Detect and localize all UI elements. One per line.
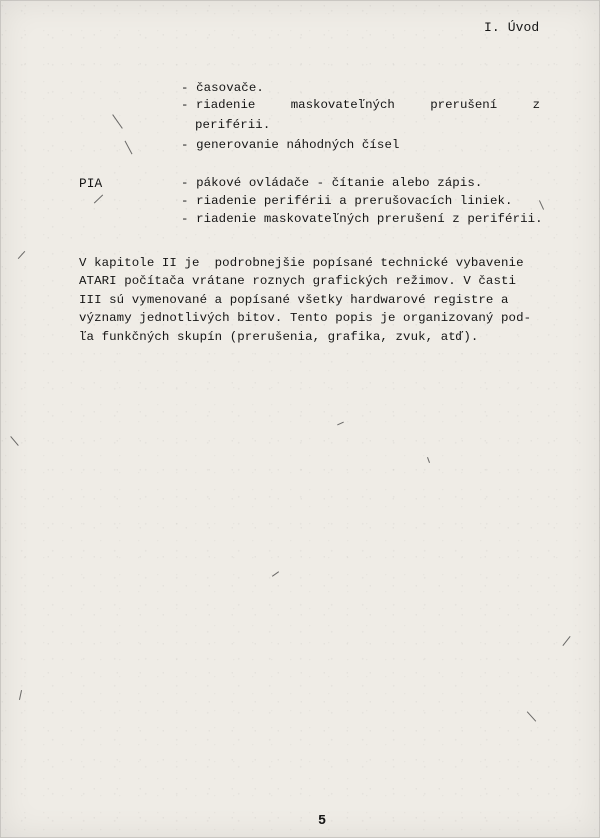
list-item: - pákové ovládače - čítanie alebo zápis.: [181, 176, 483, 190]
justified-list-item: [181, 99, 540, 115]
scan-speck: [527, 711, 536, 721]
scan-speck: [10, 436, 18, 446]
list-item: - riadenie periférii a prerušovacích liniek.: [181, 194, 513, 208]
paragraph-line: III sú vymenované a popísané všetky hardwarové registre a: [79, 293, 509, 307]
list-item-continuation: periférii.: [195, 118, 271, 132]
scan-speck: [562, 636, 570, 646]
paragraph-line: významy jednotlivých bitov. Tento popis je organizovaný pod-: [79, 311, 532, 325]
justified-word: - riadenie: [181, 98, 256, 112]
scan-speck: [94, 194, 103, 203]
scan-speck: [112, 114, 123, 128]
list-item: - generovanie náhodných čísel: [181, 138, 400, 152]
list-item: - časovače.: [181, 81, 264, 95]
scan-speck: [125, 141, 133, 155]
scan-speck: [272, 571, 279, 576]
running-header: I. Úvod: [484, 20, 540, 35]
paragraph-line: ľa funkčných skupín (prerušenia, grafika, zvuk, atď).: [79, 330, 479, 344]
paragraph-line: ATARI počítača vrátane roznych grafických režimov. V časti: [79, 274, 517, 288]
page-number: 5: [318, 814, 327, 829]
justified-word: prerušení: [430, 98, 498, 112]
list-item: - riadenie maskovateľných prerušení z periférii.: [181, 212, 543, 226]
scan-speck: [19, 690, 22, 700]
justified-word: z: [532, 98, 540, 112]
scan-speck: [18, 251, 25, 259]
justified-word: maskovateľných: [290, 98, 395, 112]
section-label: PIA: [79, 176, 103, 191]
scan-speck: [539, 200, 544, 209]
scan-speck: [337, 422, 344, 426]
paragraph-line: V kapitole II je podrobnejšie popísané technické vybavenie: [79, 256, 524, 270]
scan-speck: [427, 457, 430, 463]
